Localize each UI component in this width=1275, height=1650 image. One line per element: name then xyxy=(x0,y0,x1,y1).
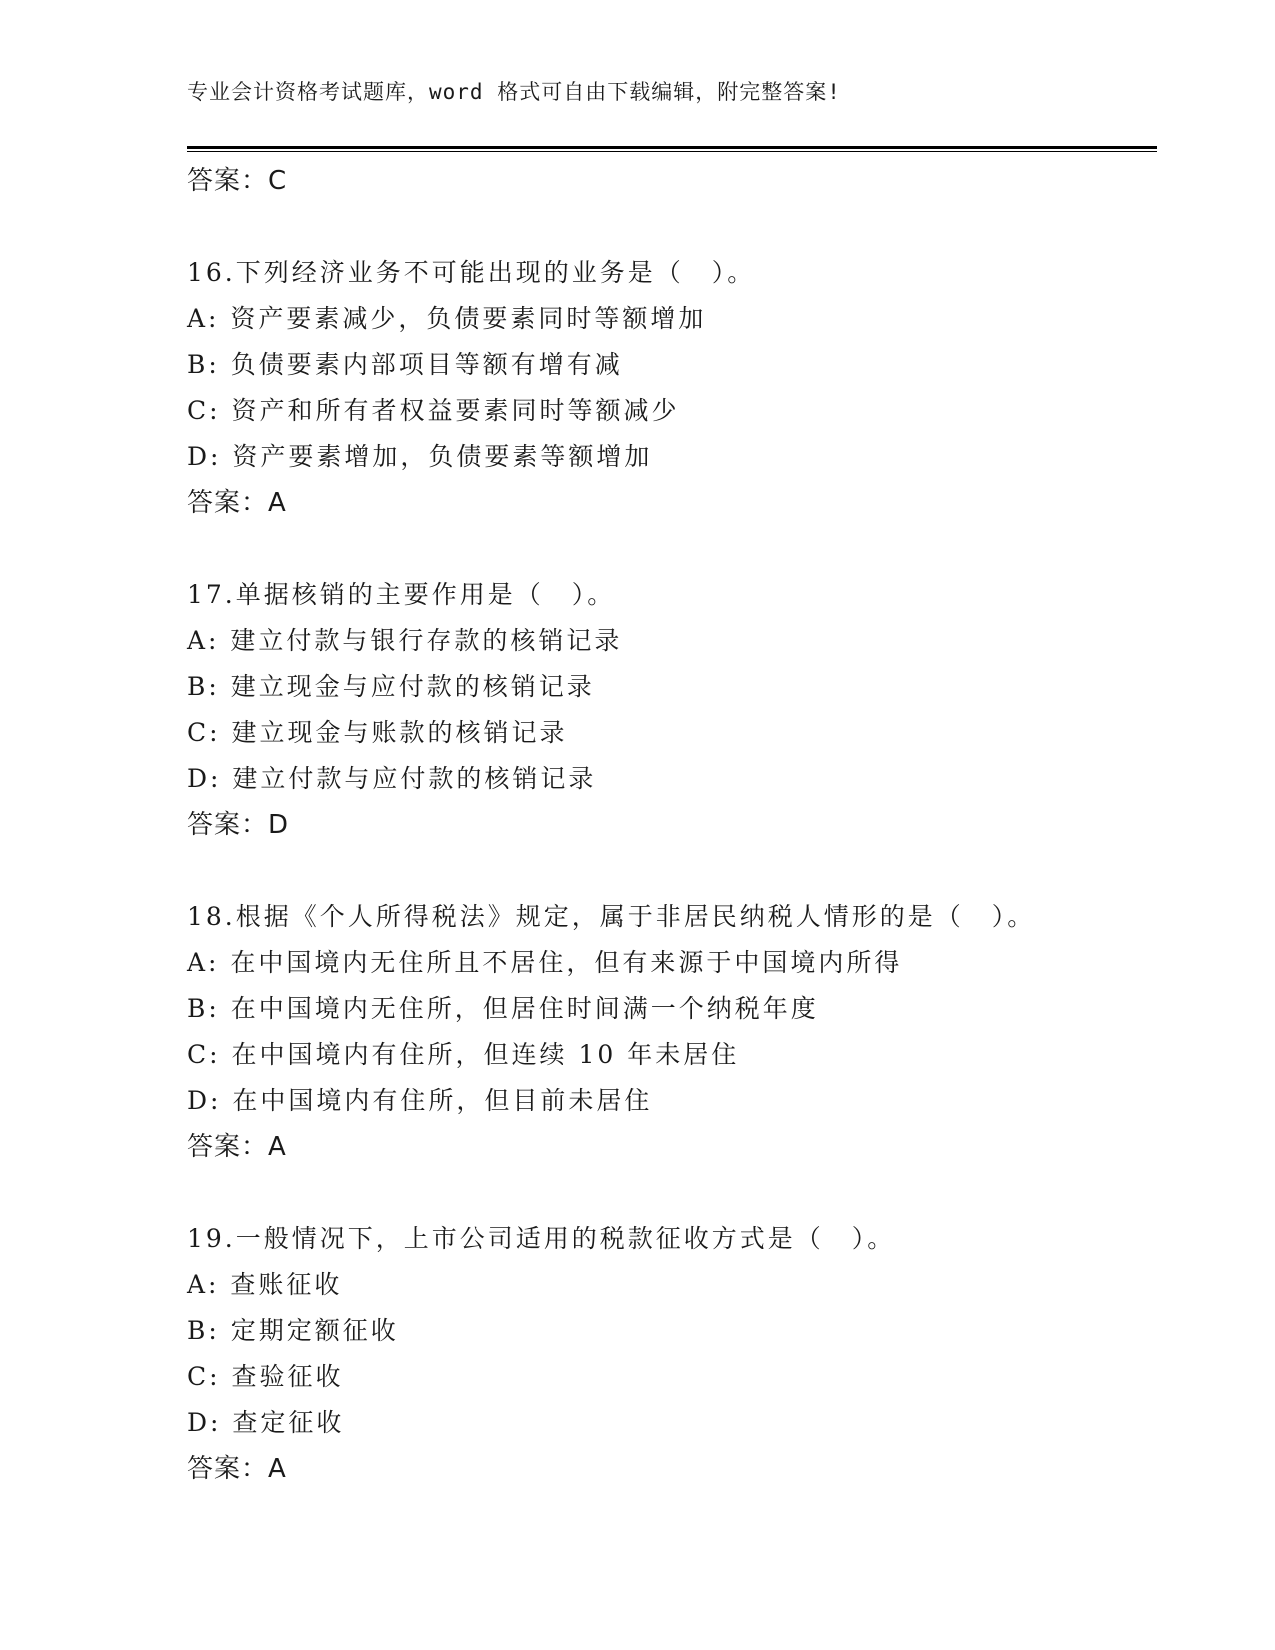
option-c: C: 在中国境内有住所，但连续 10 年未居住 xyxy=(187,1040,740,1069)
question-list xyxy=(187,154,1187,1492)
option-d: D: 在中国境内有住所，但目前未居住 xyxy=(187,1086,653,1115)
option-c: C: 资产和所有者权益要素同时等额减少 xyxy=(187,396,680,425)
option-d: D: 查定征收 xyxy=(187,1408,345,1437)
option-d: D: 建立付款与应付款的核销记录 xyxy=(187,764,597,793)
question-stem: 16.下列经济业务不可能出现的业务是（ ）。 xyxy=(187,258,756,287)
question-17 xyxy=(187,572,1187,848)
answer: 答案：A xyxy=(187,1132,287,1162)
option-a: A: 资产要素减少，负债要素同时等额增加 xyxy=(187,304,707,333)
answer: 答案：D xyxy=(187,810,290,840)
question-stem: 18.根据《个人所得税法》规定，属于非居民纳税人情形的是（ ）。 xyxy=(187,902,1036,931)
option-a: A: 建立付款与银行存款的核销记录 xyxy=(187,626,623,655)
option-c: C: 建立现金与账款的核销记录 xyxy=(187,718,568,747)
option-b: B: 定期定额征收 xyxy=(187,1316,399,1345)
option-b: B: 在中国境内无住所，但居住时间满一个纳税年度 xyxy=(187,994,819,1023)
question-18 xyxy=(187,894,1187,1170)
option-d: D: 资产要素增加，负债要素等额增加 xyxy=(187,442,653,471)
option-c: C: 查验征收 xyxy=(187,1362,344,1391)
header-rule-thick xyxy=(187,146,1157,149)
question-16 xyxy=(187,250,1187,526)
option-b: B: 负债要素内部项目等额有增有减 xyxy=(187,350,623,379)
option-a: A: 在中国境内无住所且不居住，但有来源于中国境内所得 xyxy=(187,948,903,977)
answer: 答案：A xyxy=(187,488,287,518)
option-b: B: 建立现金与应付款的核销记录 xyxy=(187,672,595,701)
question-stem: 19.一般情况下，上市公司适用的税款征收方式是（ ）。 xyxy=(187,1224,896,1253)
answer: 答案：A xyxy=(187,1454,287,1484)
header-rule-thin xyxy=(187,151,1157,152)
question-19 xyxy=(187,1216,1187,1492)
question-stem: 17.单据核销的主要作用是（ ）。 xyxy=(187,580,616,609)
option-a: A: 查账征收 xyxy=(187,1270,343,1299)
previous-answer: 答案：C xyxy=(187,166,288,196)
page-header: 专业会计资格考试题库，word 格式可自由下载编辑，附完整答案! xyxy=(187,80,841,104)
